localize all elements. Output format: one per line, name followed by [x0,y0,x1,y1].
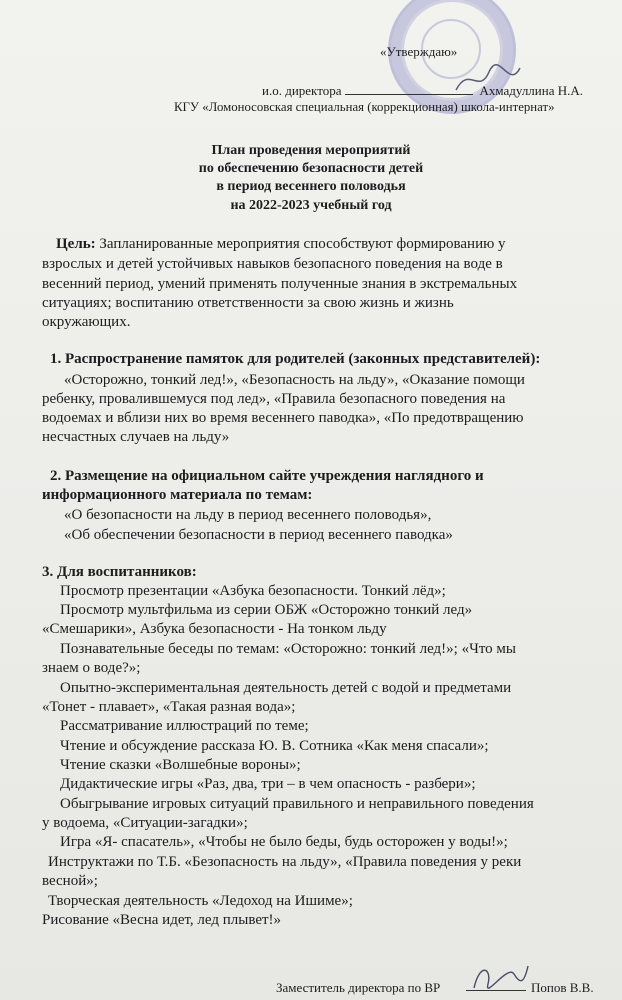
section3-line-12: Обыгрывание игровых ситуаций правильного и неправильного поведения [60,796,534,812]
signature-line [345,84,473,95]
approve-label: «Утверждаю» [380,44,458,59]
section3-line-2: Просмотр мультфильма из серии ОБЖ «Осторожно тонкий лед» [60,602,473,618]
section3-line-9: Чтение и обсуждение рассказа Ю. В. Сотника «Как меня спасали»; [60,738,489,754]
title-line-3: в период весеннего половодья [216,179,406,194]
section1-line-4: несчастных случаев на льду» [42,429,230,445]
deputy-signature [470,958,530,994]
section3-line-8: Рассматривание иллюстраций по теме; [60,718,309,734]
section3-line-7: «Тонет - плавает», «Такая разная вода»; [42,699,296,715]
section3-line-14: Игра «Я- спасатель», «Чтобы не было беды, будь осторожен у воды!»; [60,834,508,850]
deputy-name: Попов В.В. [531,980,594,995]
acting-director-line [262,83,583,99]
school-name: КГУ «Ломоносовская специальная (коррекционная) школа-интернат» [174,100,555,114]
title-line-4: на 2022-2023 учебный год [230,198,392,213]
title-line-2: по обеспечению безопасности детей [198,161,424,176]
section3-heading: 3. Для воспитанников: [42,564,197,580]
section3-line-1: Просмотр презентации «Азбука безопасности. Тонкий лёд»; [60,583,446,599]
goal-label: Цель: [56,236,96,252]
section2-heading-2: информационного материала по темам: [42,487,313,503]
section3-line-11: Дидактические игры «Раз, два, три – в чем опасность - разбери»; [60,776,476,792]
section3-line-10: Чтение сказки «Волшебные вороны»; [60,757,301,773]
section1-line-1: «Осторожно, тонкий лед!», «Безопасность на льду», «Оказание помощи [64,372,525,388]
section3-line-13: у водоема, «Ситуации-загадки»; [42,815,248,831]
title-line-1: План проведения мероприятий [211,143,411,158]
section1-line-2: ребенку, провалившемуся под лед», «Правила безопасного поведения на [42,391,506,407]
deputy-label: Заместитель директора по ВР [276,980,441,995]
section3-line-15: Инструктажи по Т.Б. «Безопасность на льду», «Правила поведения у реки [48,854,522,870]
goal-line-2: взрослых и детей устойчивых навыков безопасного поведения на воде в [42,256,503,272]
acting-director-label: и.о. директора [262,83,342,98]
section3-line-17: Творческая деятельность «Ледоход на Ишиме»; [48,893,353,909]
section3-line-3: «Смешарики», Азбука безопасности - На тонком льду [42,621,387,637]
goal-line-4: ситуациях; воспитанию ответственности за свою жизнь и жизнь [42,295,454,311]
goal-line-1: Цель: Запланированные мероприятия способствуют формированию у [56,236,506,252]
section2-line-1: «О безопасности на льду в период весеннего половодья», [64,507,432,523]
goal-line-3: весенний период, умений применять полученные знания в экстремальных [42,276,518,292]
director-name: Ахмадуллина Н.А. [479,83,584,98]
section1-heading: 1. Распространение памяток для родителей (законных представителей): [50,351,541,367]
section1-line-3: водоемах и вблизи них во время весеннего паводка», «По предотвращению [42,410,524,426]
section3-line-18: Рисование «Весна идет, лед плывет!» [42,912,282,928]
section3-line-4: Познавательные беседы по темам: «Осторожно: тонкий лед!»; «Что мы [60,641,516,657]
section2-heading-1: 2. Размещение на официальном сайте учреждения наглядного и [50,468,484,484]
section3-line-5: знаем о воде?»; [42,660,141,676]
section3-line-16: весной»; [42,873,98,889]
section2-line-2: «Об обеспечении безопасности в период весеннего паводка» [64,527,453,543]
goal-line-5: окружающих. [42,314,131,330]
section3-line-6: Опытно-экспериментальная деятельность детей с водой и предметами [60,680,512,696]
